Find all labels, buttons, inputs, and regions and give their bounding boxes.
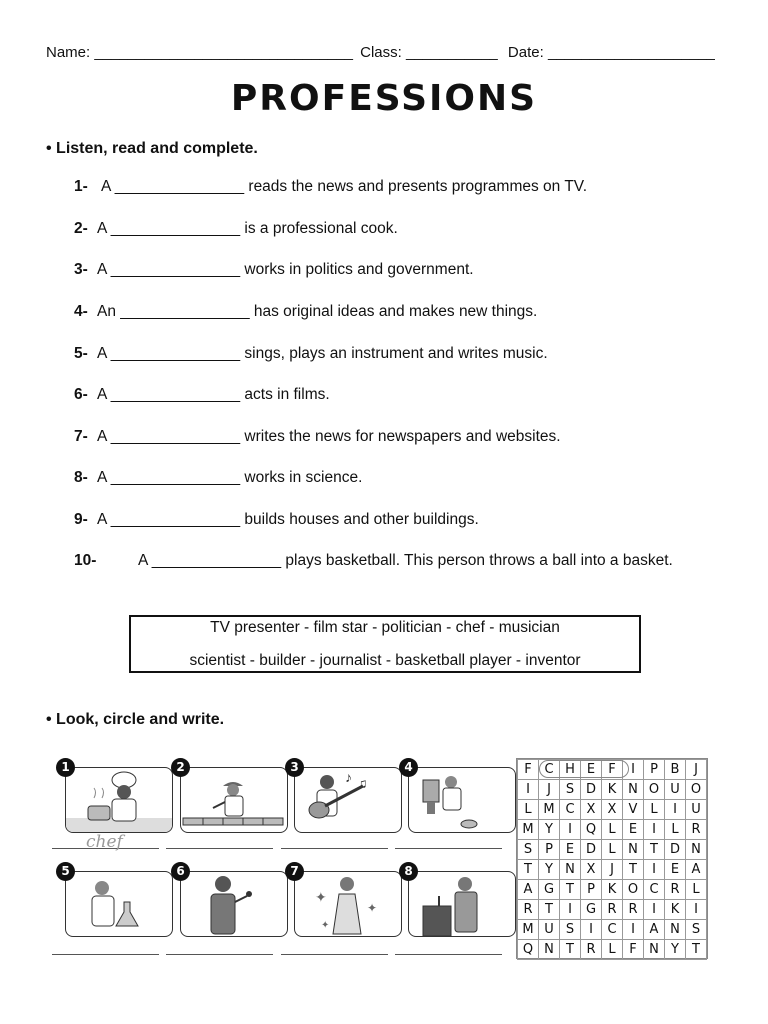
word-search-cell[interactable]: N	[539, 940, 560, 960]
word-search-cell[interactable]: I	[623, 920, 644, 940]
question-5	[74, 345, 548, 363]
word-search-cell[interactable]: I	[581, 920, 602, 940]
word-search-cell[interactable]: T	[686, 940, 707, 960]
answer-line-7[interactable]	[281, 954, 388, 955]
svg-text:♫: ♫	[357, 775, 368, 791]
word-search-cell[interactable]: N	[644, 940, 665, 960]
word-search-cell[interactable]: K	[665, 900, 686, 920]
question-number: 6-	[74, 386, 88, 403]
question-9	[74, 511, 479, 529]
word-search-cell[interactable]: F	[623, 940, 644, 960]
word-search-cell[interactable]: S	[560, 780, 581, 800]
word-search-cell[interactable]: X	[581, 860, 602, 880]
word-bank	[129, 615, 641, 673]
answer-line-2[interactable]	[166, 848, 273, 849]
word-search-row	[518, 940, 707, 960]
word-search-row	[518, 780, 707, 800]
word-search-cell[interactable]: Q	[581, 820, 602, 840]
section2-instruction: • Look, circle and write.	[46, 711, 225, 728]
word-search-cell[interactable]: T	[560, 880, 581, 900]
word-search-cell[interactable]: U	[539, 920, 560, 940]
musician-illustration	[295, 768, 401, 832]
word-search-cell[interactable]: N	[623, 780, 644, 800]
word-search-cell[interactable]: P	[644, 760, 665, 780]
picture-musician	[294, 767, 402, 833]
word-search-cell[interactable]: T	[560, 940, 581, 960]
word-search-cell[interactable]: L	[602, 820, 623, 840]
word-search-cell[interactable]: X	[602, 800, 623, 820]
question-text: An _______________ has original ideas and makes new things.	[97, 303, 538, 320]
question-number: 8-	[74, 469, 88, 486]
question-text: A _______________ reads the news and presents programmes on TV.	[101, 178, 588, 195]
question-number: 5-	[74, 345, 88, 362]
word-search-cell[interactable]: V	[623, 800, 644, 820]
picture-number-3: 3	[285, 758, 304, 777]
word-search-cell[interactable]: T	[644, 840, 665, 860]
picture-number-7: 7	[285, 862, 304, 881]
question-text: A _______________ writes the news for newspapers and websites.	[97, 428, 561, 445]
word-search-cell[interactable]: S	[560, 920, 581, 940]
question-7	[74, 428, 561, 446]
question-text: A _______________ sings, plays an instrument and writes music.	[97, 345, 548, 362]
page-title: PROFESSIONS	[230, 78, 538, 119]
question-text: A _______________ plays basketball. This person throws a ball into a basket.	[138, 552, 673, 569]
word-search-cell[interactable]: M	[539, 800, 560, 820]
word-search-cell[interactable]: K	[602, 780, 623, 800]
film-star-illustration	[295, 872, 401, 936]
student-info-line	[46, 44, 715, 61]
question-4	[74, 303, 537, 321]
word-search-cell[interactable]: U	[665, 780, 686, 800]
word-search-cell[interactable]: M	[518, 820, 539, 840]
word-search-cell[interactable]: L	[602, 940, 623, 960]
word-search-cell[interactable]: I	[560, 900, 581, 920]
word-search-cell[interactable]: N	[623, 840, 644, 860]
word-search-cell[interactable]: E	[560, 840, 581, 860]
svg-text:✦: ✦	[315, 889, 327, 905]
word-search-cell[interactable]: S	[518, 840, 539, 860]
word-search-cell[interactable]: I	[686, 900, 707, 920]
answer-line-8[interactable]	[395, 954, 502, 955]
word-search-cell[interactable]: R	[686, 820, 707, 840]
picture-tv-presenter	[180, 871, 288, 937]
word-search-row	[518, 860, 707, 880]
question-text: A _______________ builds houses and other buildings.	[97, 511, 479, 528]
word-search-cell[interactable]: U	[686, 800, 707, 820]
question-number: 9-	[74, 511, 88, 528]
question-number: 10-	[74, 552, 97, 569]
question-8	[74, 469, 362, 487]
word-search-cell[interactable]: G	[581, 900, 602, 920]
date-field[interactable]: Date: ____________________	[507, 44, 715, 61]
example-circle	[539, 760, 629, 778]
word-search-grid[interactable]	[516, 758, 708, 959]
question-number: 4-	[74, 303, 88, 320]
word-search-row	[518, 820, 707, 840]
question-6	[74, 386, 330, 404]
word-search-cell[interactable]: T	[518, 860, 539, 880]
word-search-cell[interactable]: N	[560, 860, 581, 880]
word-search-cell[interactable]: P	[581, 880, 602, 900]
inventor-illustration	[409, 768, 515, 832]
word-search-row	[518, 840, 707, 860]
word-search-cell[interactable]: J	[539, 780, 560, 800]
word-search-cell[interactable]: D	[581, 840, 602, 860]
word-search-cell[interactable]: O	[623, 880, 644, 900]
tv-presenter-illustration	[181, 872, 287, 936]
word-search-cell[interactable]: D	[581, 780, 602, 800]
picture-builder	[180, 767, 288, 833]
question-1	[74, 178, 587, 196]
word-search-cell[interactable]: L	[665, 820, 686, 840]
word-search-cell[interactable]: F	[518, 760, 539, 780]
word-search-cell[interactable]: Q	[518, 940, 539, 960]
word-search-cell[interactable]: L	[644, 800, 665, 820]
builder-illustration	[181, 768, 287, 832]
question-text: A _______________ is a professional cook.	[97, 220, 398, 237]
word-search-cell[interactable]: C	[644, 880, 665, 900]
word-search-cell[interactable]: Y	[539, 820, 560, 840]
word-search-cell[interactable]: J	[686, 760, 707, 780]
word-search-cell[interactable]: L	[686, 880, 707, 900]
word-search-cell[interactable]: K	[602, 880, 623, 900]
word-search-cell[interactable]: O	[686, 780, 707, 800]
picture-number-1: 1	[56, 758, 75, 777]
word-search-row	[518, 800, 707, 820]
word-bank-line-2: scientist - builder - journalist - basketball player - inventor	[189, 652, 581, 669]
word-search-cell[interactable]: M	[518, 920, 539, 940]
picture-chef	[65, 767, 173, 833]
question-text: A _______________ acts in films.	[97, 386, 330, 403]
question-number: 3-	[74, 261, 88, 278]
picture-politician	[408, 871, 516, 937]
picture-film-star	[294, 871, 402, 937]
word-search-cell[interactable]: I	[644, 820, 665, 840]
picture-scientist	[65, 871, 173, 937]
word-search-cell[interactable]: C	[539, 760, 560, 780]
word-search-cell[interactable]: S	[686, 920, 707, 940]
word-search-cell[interactable]: P	[539, 840, 560, 860]
word-search-cell[interactable]: T	[539, 900, 560, 920]
word-search-cell[interactable]: C	[602, 920, 623, 940]
word-search-cell[interactable]: E	[623, 820, 644, 840]
word-search-cell[interactable]: E	[665, 860, 686, 880]
word-search-cell[interactable]: T	[623, 860, 644, 880]
answer-line-3[interactable]	[281, 848, 388, 849]
word-search-cell[interactable]: R	[518, 900, 539, 920]
word-search-cell[interactable]: R	[623, 900, 644, 920]
word-search-cell[interactable]: L	[602, 840, 623, 860]
word-search-cell[interactable]: A	[686, 860, 707, 880]
word-search-cell[interactable]: A	[644, 920, 665, 940]
word-search-cell[interactable]: Y	[539, 860, 560, 880]
question-number: 7-	[74, 428, 88, 445]
question-text: A _______________ works in science.	[97, 469, 363, 486]
word-bank-line-1: TV presenter - film star - politician - chef - musician	[210, 619, 560, 636]
picture-number-2: 2	[171, 758, 190, 777]
word-search-cell[interactable]: I	[644, 860, 665, 880]
picture-inventor	[408, 767, 516, 833]
word-search-cell[interactable]: R	[665, 880, 686, 900]
word-search-cell[interactable]: J	[602, 860, 623, 880]
question-text: A _______________ works in politics and government.	[97, 261, 474, 278]
question-10	[74, 552, 673, 570]
picture-number-8: 8	[399, 862, 418, 881]
word-search-cell[interactable]: R	[602, 900, 623, 920]
picture-number-5: 5	[56, 862, 75, 881]
question-number: 2-	[74, 220, 88, 237]
word-search-cell[interactable]: C	[560, 800, 581, 820]
name-field[interactable]: Name: _______________________________	[46, 44, 353, 61]
word-search-cell[interactable]: A	[518, 880, 539, 900]
word-search-cell[interactable]: I	[644, 900, 665, 920]
word-search-cell[interactable]: L	[518, 800, 539, 820]
word-search-cell[interactable]: N	[665, 920, 686, 940]
word-search-row	[518, 880, 707, 900]
word-search-cell[interactable]: Y	[665, 940, 686, 960]
word-search-cell[interactable]: F	[602, 760, 623, 780]
picture-number-6: 6	[171, 862, 190, 881]
word-search-cell[interactable]: E	[581, 760, 602, 780]
word-search-cell[interactable]: I	[560, 820, 581, 840]
section1-instruction: • Listen, read and complete.	[46, 140, 258, 157]
picture-number-4: 4	[399, 758, 418, 777]
word-search-cell[interactable]: N	[686, 840, 707, 860]
question-2	[74, 220, 398, 238]
answer-line-6[interactable]	[166, 954, 273, 955]
example-answer: chef	[86, 832, 123, 852]
word-search-cell[interactable]: R	[581, 940, 602, 960]
word-search-row	[518, 920, 707, 940]
word-search-cell[interactable]: I	[623, 760, 644, 780]
politician-illustration	[409, 872, 515, 936]
chef-illustration	[66, 768, 172, 832]
class-field[interactable]: Class: ___________	[360, 44, 498, 61]
answer-line-4[interactable]	[395, 848, 502, 849]
scientist-illustration	[66, 872, 172, 936]
word-search-cell[interactable]: H	[560, 760, 581, 780]
word-search-row	[518, 900, 707, 920]
word-search-cell[interactable]: D	[665, 840, 686, 860]
question-3	[74, 261, 474, 279]
answer-line-5[interactable]	[52, 954, 159, 955]
word-search-cell[interactable]: I	[518, 780, 539, 800]
word-search-table[interactable]	[517, 759, 707, 960]
word-search-cell[interactable]: G	[539, 880, 560, 900]
svg-text:✦: ✦	[367, 901, 378, 915]
svg-text:✦: ✦	[321, 920, 330, 931]
word-search-cell[interactable]: B	[665, 760, 686, 780]
svg-text:♪: ♪	[345, 769, 352, 785]
question-number: 1-	[74, 178, 88, 195]
word-search-cell[interactable]: O	[644, 780, 665, 800]
word-search-cell[interactable]: X	[581, 800, 602, 820]
word-search-cell[interactable]: I	[665, 800, 686, 820]
